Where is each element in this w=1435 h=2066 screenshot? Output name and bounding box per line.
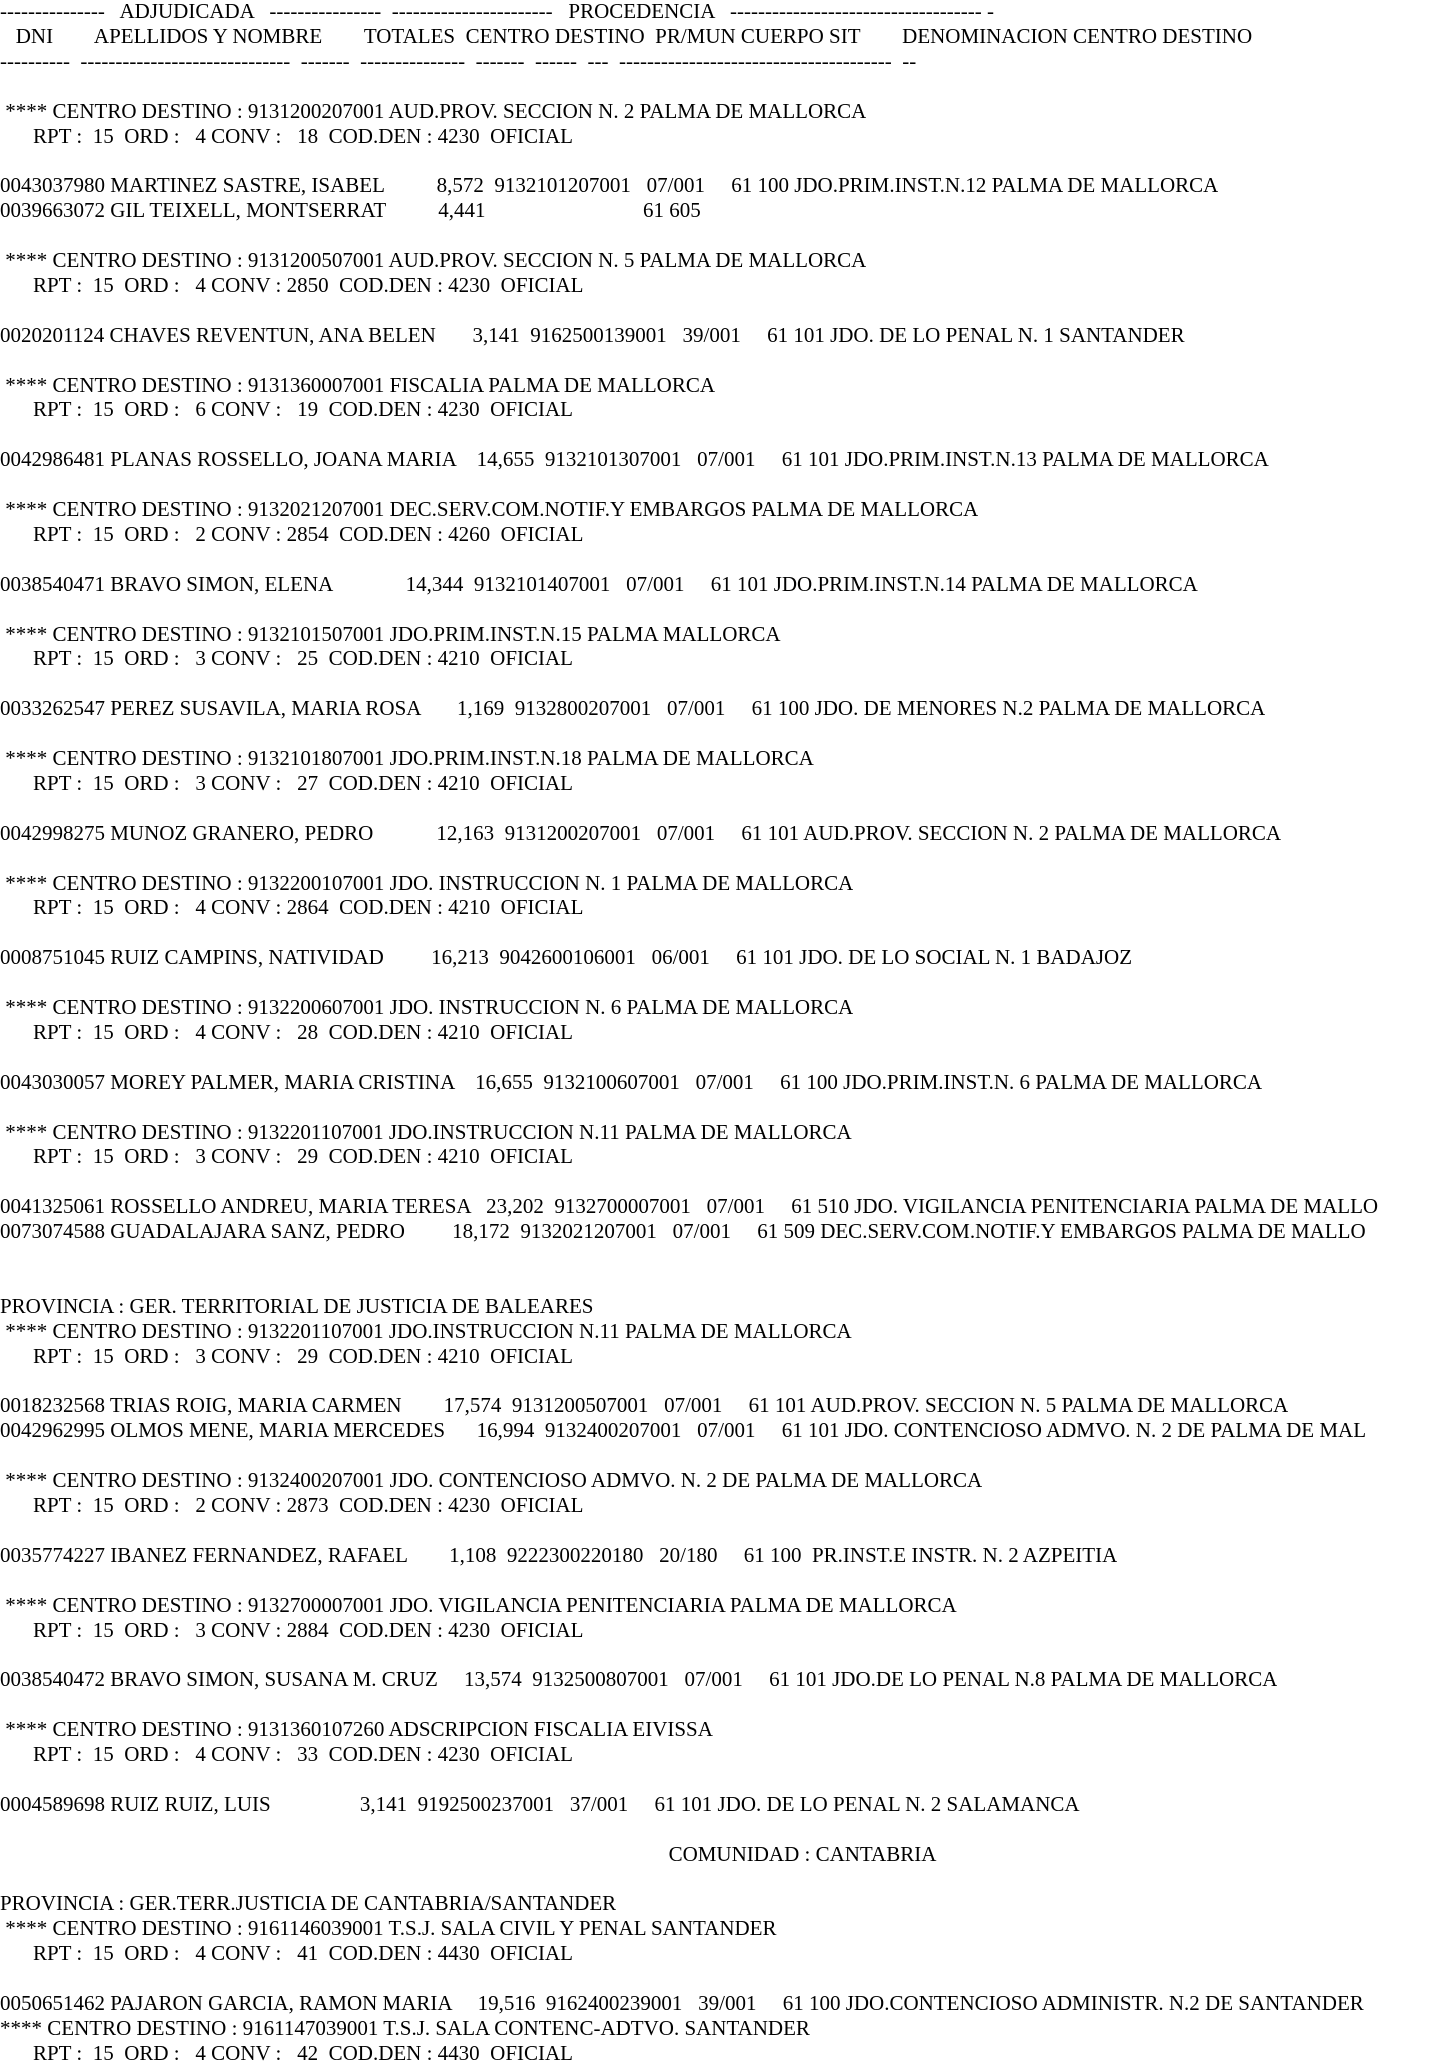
- centro-destino-line: **** CENTRO DESTINO : 9161147039001 T.S.J. SALA CONTENC-ADTVO. SANTANDER: [0, 2015, 810, 2040]
- record-line: 0008751045 RUIZ CAMPINS, NATIVIDAD 16,213 9042600106001 06/001 61 101 JDO. DE LO SOCIAL N. 1 BADAJOZ: [0, 945, 1133, 970]
- record-line: 0043037980 MARTINEZ SASTRE, ISABEL 8,572 9132101207001 07/001 61 100 JDO.PRIM.INST.N.12 PALMA DE MALLORCA: [0, 173, 1219, 198]
- record-line: 0042986481 PLANAS ROSSELLO, JOANA MARIA 14,655 9132101307001 07/001 61 101 JDO.PRIM.INST.N.13 PALMA DE MALLORCA: [0, 447, 1269, 472]
- centro-destino-line: **** CENTRO DESTINO : 9132101807001 JDO.PRIM.INST.N.18 PALMA DE MALLORCA: [0, 746, 814, 770]
- rpt-line: RPT : 15 ORD : 3 CONV : 27 COD.DEN : 4210 OFICIAL: [33, 770, 574, 795]
- record-line: 0073074588 GUADALAJARA SANZ, PEDRO 18,172 9132021207001 07/001 61 509 DEC.SERV.COM.NOTIF.Y EMBARGOS PALMA DE MALLO: [0, 1219, 1366, 1244]
- rpt-line: RPT : 15 ORD : 2 CONV : 2854 COD.DEN : 4260 OFICIAL: [33, 521, 584, 546]
- record-line: 0041325061 ROSSELLO ANDREU, MARIA TERESA 23,202 9132700007001 07/001 61 510 JDO. VIGILANCIA PENITENCIARIA PALMA DE MALLO: [0, 1194, 1379, 1219]
- rpt-line: RPT : 15 ORD : 3 CONV : 29 COD.DEN : 4210 OFICIAL: [33, 1144, 574, 1169]
- record-line: 0042962995 OLMOS MENE, MARIA MERCEDES 16,994 9132400207001 07/001 61 101 JDO. CONTENCIOSO ADMVO. N. 2 DE PALMA DE MAL: [0, 1418, 1367, 1443]
- centro-destino-line: **** CENTRO DESTINO : 9132700007001 JDO. VIGILANCIA PENITENCIARIA PALMA DE MALLORCA: [0, 1592, 957, 1617]
- centro-destino-line: **** CENTRO DESTINO : 9132021207001 DEC.SERV.COM.NOTIF.Y EMBARGOS PALMA DE MALLORCA: [0, 497, 979, 521]
- centro-destino-line: **** CENTRO DESTINO : 9161146039001 T.S.J. SALA CIVIL Y PENAL SANTANDER: [0, 1916, 777, 1941]
- centro-destino-line: **** CENTRO DESTINO : 9131360007001 FISCALIA PALMA DE MALLORCA: [0, 372, 716, 397]
- centro-destino-line: **** CENTRO DESTINO : 9132101507001 JDO.PRIM.INST.N.15 PALMA MALLORCA: [0, 621, 781, 646]
- centro-destino-line: **** CENTRO DESTINO : 9131200207001 AUD.PROV. SECCION N. 2 PALMA DE MALLORCA: [0, 98, 867, 123]
- provincia-line: PROVINCIA : GER. TERRITORIAL DE JUSTICIA DE BALEARES: [0, 1293, 594, 1318]
- comunidad-line: COMUNIDAD : CANTABRIA: [668, 1841, 937, 1866]
- record-line: 0004589698 RUIZ RUIZ, LUIS 3,141 9192500237001 37/001 61 101 JDO. DE LO PENAL N. 2 SALAMANCA: [0, 1791, 1080, 1816]
- record-line: 0038540471 BRAVO SIMON, ELENA 14,344 9132101407001 07/001 61 101 JDO.PRIM.INST.N.14 PALMA DE MALLORCA: [0, 571, 1198, 596]
- centro-destino-line: **** CENTRO DESTINO : 9132200607001 JDO. INSTRUCCION N. 6 PALMA DE MALLORCA: [0, 995, 854, 1019]
- record-line: 0050651462 PAJARON GARCIA, RAMON MARIA 19,516 9162400239001 39/001 61 100 JDO.CONTENCIOSO ADMINISTR. N.2 DE SANTANDER: [0, 1991, 1364, 2015]
- centro-destino-line: **** CENTRO DESTINO : 9132200107001 JDO. INSTRUCCION N. 1 PALMA DE MALLORCA: [0, 870, 854, 895]
- provincia-line: PROVINCIA : GER.TERR.JUSTICIA DE CANTABRIA/SANTANDER: [0, 1891, 617, 1916]
- record-line: 0018232568 TRIAS ROIG, MARIA CARMEN 17,574 9131200507001 07/001 61 101 AUD.PROV. SECCION N. 5 PALMA DE MALLORCA: [0, 1393, 1289, 1418]
- centro-destino-line: **** CENTRO DESTINO : 9132201107001 JDO.INSTRUCCION N.11 PALMA DE MALLORCA: [0, 1318, 852, 1343]
- header-line: ---------- ------------------------------ ------- --------------- ------- ------ --- --------------------------------------- --: [0, 48, 917, 73]
- record-line: 0043030057 MOREY PALMER, MARIA CRISTINA 16,655 9132100607001 07/001 61 100 JDO.PRIM.INST.N. 6 PALMA DE MALLORCA: [0, 1069, 1263, 1094]
- rpt-line: RPT : 15 ORD : 3 CONV : 29 COD.DEN : 4210 OFICIAL: [33, 1343, 574, 1368]
- rpt-line: RPT : 15 ORD : 2 CONV : 2873 COD.DEN : 4230 OFICIAL: [33, 1493, 584, 1517]
- centro-destino-line: **** CENTRO DESTINO : 9132201107001 JDO.INSTRUCCION N.11 PALMA DE MALLORCA: [0, 1119, 852, 1144]
- rpt-line: RPT : 15 ORD : 4 CONV : 2850 COD.DEN : 4230 OFICIAL: [33, 272, 584, 297]
- rpt-line: RPT : 15 ORD : 4 CONV : 41 COD.DEN : 4430 OFICIAL: [33, 1941, 574, 1966]
- rpt-line: RPT : 15 ORD : 3 CONV : 25 COD.DEN : 4210 OFICIAL: [33, 646, 574, 671]
- centro-destino-line: **** CENTRO DESTINO : 9131200507001 AUD.PROV. SECCION N. 5 PALMA DE MALLORCA: [0, 248, 867, 272]
- record-line: 0035774227 IBANEZ FERNANDEZ, RAFAEL 1,108 9222300220180 20/180 61 100 PR.INST.E INSTR. N. 2 AZPEITIA: [0, 1542, 1118, 1567]
- rpt-line: RPT : 15 ORD : 3 CONV : 2884 COD.DEN : 4230 OFICIAL: [33, 1617, 584, 1642]
- rpt-line: RPT : 15 ORD : 4 CONV : 33 COD.DEN : 4230 OFICIAL: [33, 1742, 574, 1766]
- centro-destino-line: **** CENTRO DESTINO : 9131360107260 ADSCRIPCION FISCALIA EIVISSA: [0, 1717, 713, 1742]
- record-line: 0038540472 BRAVO SIMON, SUSANA M. CRUZ 13,574 9132500807001 07/001 61 101 JDO.DE LO PENAL N.8 PALMA DE MALLORCA: [0, 1667, 1278, 1692]
- rpt-line: RPT : 15 ORD : 4 CONV : 18 COD.DEN : 4230 OFICIAL: [33, 123, 574, 148]
- rpt-line: RPT : 15 ORD : 6 CONV : 19 COD.DEN : 4230 OFICIAL: [33, 397, 574, 422]
- centro-destino-line: **** CENTRO DESTINO : 9132400207001 JDO. CONTENCIOSO ADMVO. N. 2 DE PALMA DE MALLORCA: [0, 1468, 983, 1493]
- record-line: 0039663072 GIL TEIXELL, MONTSERRAT 4,441 61 605: [0, 198, 701, 223]
- record-line: 0042998275 MUNOZ GRANERO, PEDRO 12,163 9131200207001 07/001 61 101 AUD.PROV. SECCION N. 2 PALMA DE MALLORCA: [0, 820, 1282, 845]
- rpt-line: RPT : 15 ORD : 4 CONV : 42 COD.DEN : 4430 OFICIAL: [33, 2040, 574, 2065]
- rpt-line: RPT : 15 ORD : 4 CONV : 28 COD.DEN : 4210 OFICIAL: [33, 1019, 574, 1044]
- record-line: 0033262547 PEREZ SUSAVILA, MARIA ROSA 1,169 9132800207001 07/001 61 100 JDO. DE MENORES N.2 PALMA DE MALLORCA: [0, 696, 1266, 721]
- header-line: --------------- ADJUDICADA ---------------- ----------------------- PROCEDENCIA ------------------------------------ -: [0, 0, 994, 23]
- rpt-line: RPT : 15 ORD : 4 CONV : 2864 COD.DEN : 4210 OFICIAL: [33, 895, 584, 920]
- record-line: 0020201124 CHAVES REVENTUN, ANA BELEN 3,141 9162500139001 39/001 61 101 JDO. DE LO PENAL N. 1 SANTANDER: [0, 322, 1185, 347]
- header-line: DNI APELLIDOS Y NOMBRE TOTALES CENTRO DESTINO PR/MUN CUERPO SIT DENOMINACION CENTRO DESTINO: [0, 23, 1253, 48]
